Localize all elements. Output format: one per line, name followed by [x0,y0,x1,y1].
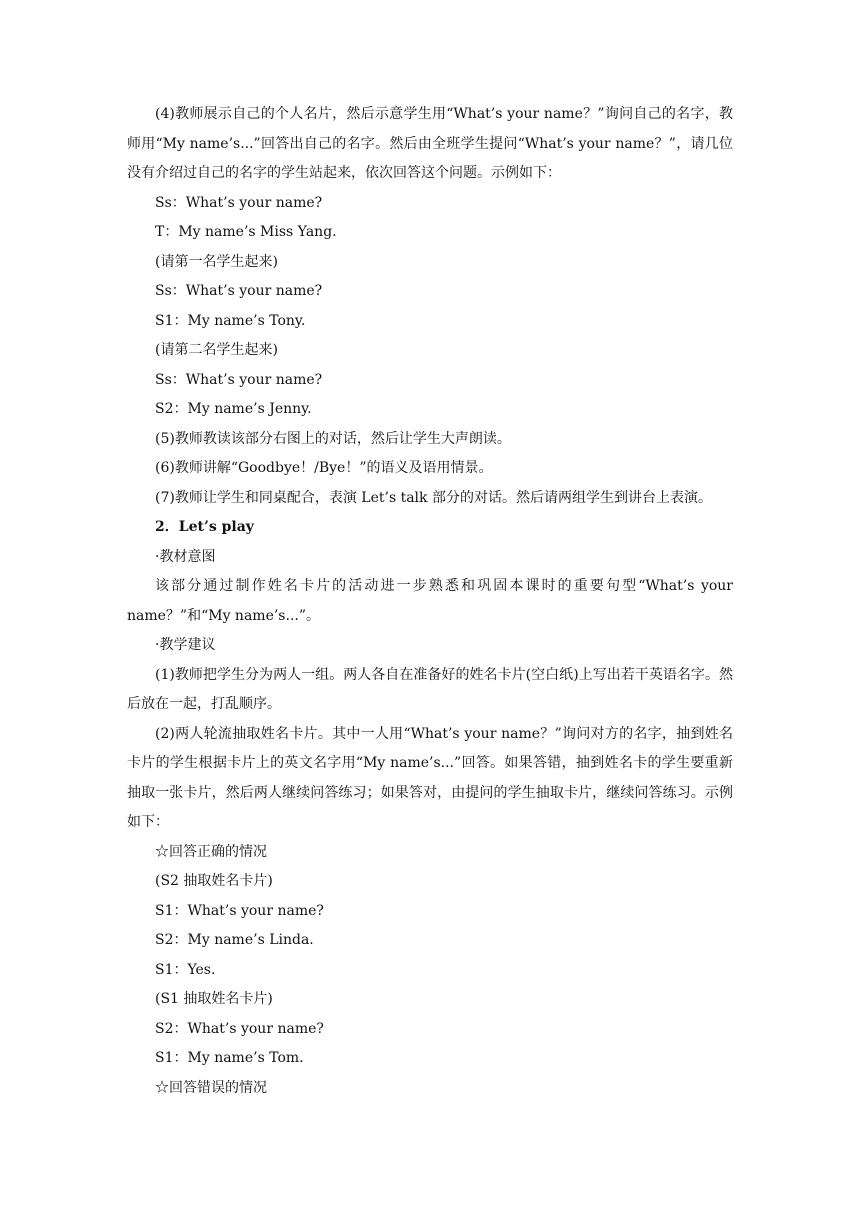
stage-direction: (S1 抽取姓名卡片) [155,991,273,1007]
dialogue-line: S1：My name’s Tony. [155,312,306,329]
dialogue-line: Ss：What’s your name? [155,283,323,299]
dialogue-line: Ss：What’s your name? [155,371,323,388]
paragraph-activity-4: (4)教师展示自己的个人名片，然后示意学生用“What’s your name？”询问自己的名字，教师用“My name’s...”回答出自己的名字。然后由全班学生提问“What’s your name？”，请几位没有介绍过自己的名字的学生站起来，依次回答这个问题。示例如下： [127,106,733,181]
dialogue-line: Ss：What’s your name? [155,194,323,211]
paragraph-suggestion-1: (1)教师把学生分为两人一组。两人各自在准备好的姓名卡片(空白纸)上写出若干英语名字。然后放在一起，打乱顺序。 [127,666,733,712]
dialogue-line: S2：My name’s Linda. [155,932,314,948]
paragraph-suggestion-2: (2)两人轮流抽取姓名卡片。其中一人用“What’s your name？”询问对方的名字，抽到姓名卡片的学生根据卡片上的英文名字用“My name’s...”回答。如果答错，抽到姓名卡的学生要重新抽取一张卡片，然后两人继续问答练习；如果答对，由提问的学生抽取卡片，继续问答练习。示例如下： [127,725,733,830]
stage-direction: (S2 抽取姓名卡片) [155,873,273,889]
stage-direction: (请第一名学生起来) [155,253,278,270]
document-page [127,100,733,1103]
stage-direction: (请第二名学生起来) [155,342,278,358]
dialogue-line: S1：What’s your name? [155,902,324,919]
subheading-suggestions: ·教学建议 [155,637,216,653]
case-heading-correct: ☆回答正确的情况 [155,843,267,860]
section-heading: 2．Let’s play [155,519,254,535]
subheading-intent: ·教材意图 [155,548,216,565]
paragraph-activity-5: (5)教师教读该部分右图上的对话，然后让学生大声朗读。 [155,430,511,447]
dialogue-line: S2：What’s your name? [155,1020,324,1037]
paragraph-activity-6: (6)教师讲解“Goodbye！/Bye！”的语义及语用情景。 [155,460,493,476]
dialogue-line: S2：My name’s Jenny. [155,401,312,417]
dialogue-line: T：My name’s Miss Yang. [155,224,337,240]
paragraph-intent: 该部分通过制作姓名卡片的活动进一步熟悉和巩固本课时的重要句型“What’s your name？”和“My name’s...”。 [127,578,733,624]
dialogue-line: S1：My name’s Tom. [155,1050,304,1066]
paragraph-activity-7: (7)教师让学生和同桌配合，表演 Let’s talk 部分的对话。然后请两组学生到讲台上表演。 [155,489,712,506]
dialogue-line: S1：Yes. [155,961,216,978]
case-heading-incorrect: ☆回答错误的情况 [155,1079,267,1096]
